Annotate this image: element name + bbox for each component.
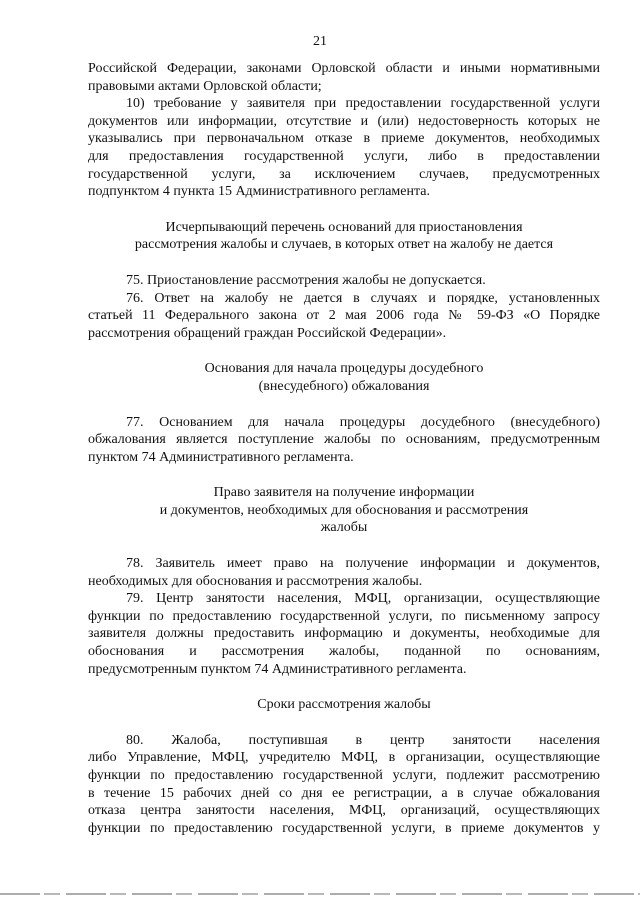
heading-line: Сроки рассмотрения жалобы [257,697,431,713]
text-line: функции по предоставлению государственной услуги, подлежит рассмотрению [88,768,600,783]
scan-bottom-edge [0,893,640,895]
text-line: заявителя должны предоставить информацию и документы, необходимые для [88,626,600,642]
paragraph-block-4 [88,555,600,678]
text-line: обоснования и рассмотрения жалобы, поданной по основаниям, [88,644,600,660]
section-heading-review-terms [88,696,600,714]
heading-line: Исчерпывающий перечень оснований для приостановления [165,219,523,235]
text-line: предусмотренным пунктом 74 Административного регламента. [88,661,467,677]
text-line: государственной услуги, за исключением случаев, предусмотренных [88,166,600,182]
text-line: правовыми актами Орловской области; [88,78,322,94]
paragraph-block-5 [88,732,600,838]
paragraph-block-3 [88,414,600,467]
section-heading-grounds [88,360,600,395]
text-line: 79. Центр занятости населения, МФЦ, организации, осуществляющие [126,591,600,607]
heading-line: жалобы [320,520,368,536]
heading-line: (внесудебного) обжалования [258,378,430,394]
text-line: статьей 11 Федерального закона от 2 мая 2006 года № 59-ФЗ «О Порядке [88,308,600,324]
heading-line: рассмотрения жалобы и случаев, в которых ответ на жалобу не дается [134,237,554,253]
paragraph-block-2 [88,272,600,342]
heading-line: и документов, необходимых для обоснования и рассмотрения [159,502,529,518]
text-line: 77. Основанием для начала процедуры досудебного (внесудебного) [126,414,600,430]
text-line: либо Управление, МФЦ, учредителю МФЦ, в организации, осуществляющие [88,750,600,766]
text-line: документов или информации, отсутствие и (или) недостоверность которых не [88,113,600,129]
text-line: необходимых для обоснования и рассмотрения жалобы. [88,573,423,589]
text-line: подпунктом 4 пункта 15 Административного регламента. [88,184,430,200]
text-line: 75. Приостановление рассмотрения жалобы не допускается. [126,272,486,288]
text-line: 80. Жалоба, поступившая в центр занятости населения [126,732,600,748]
text-line: Российской Федерации, законами Орловской области и иными нормативными [88,61,600,76]
text-line: для предоставления государственной услуги, либо в предоставлении [88,148,600,164]
text-line: функции по предоставлению государственной услуги, по письменному запросу [88,608,600,624]
text-line: в течение 15 рабочих дней со дня ее регистрации, а в случае обжалования [88,785,600,801]
text-line: 76. Ответ на жалобу не дается в случаях и порядке, установленных [126,290,600,306]
page-number: 21 [313,34,327,49]
text-line: отказа центра занятости населения, МФЦ, организаций, осуществляющих [88,803,600,819]
text-line: 78. Заявитель имеет право на получение информации и документов, [126,556,600,572]
section-heading-applicant-rights [88,484,600,537]
heading-line: Право заявителя на получение информации [213,485,475,501]
text-line: пунктом 74 Административного регламента. [88,449,354,465]
text-line: рассмотрения обращений граждан Российской Федерации». [88,325,447,341]
heading-line: Основания для начала процедуры досудебного [204,361,484,377]
text-line: указывались при первоначальном отказе в приеме документов, необходимых [88,131,600,147]
text-line: 10) требование у заявителя при предоставлении государственной услуги [126,96,600,112]
text-line: обжалования является поступление жалобы по основаниям, предусмотренным [88,432,600,448]
paragraph-block-1 [88,60,600,201]
text-line: функции по предоставлению государственной услуги, в приеме документов у [88,820,600,836]
page-content [88,60,600,837]
section-heading-suspension [88,219,600,254]
